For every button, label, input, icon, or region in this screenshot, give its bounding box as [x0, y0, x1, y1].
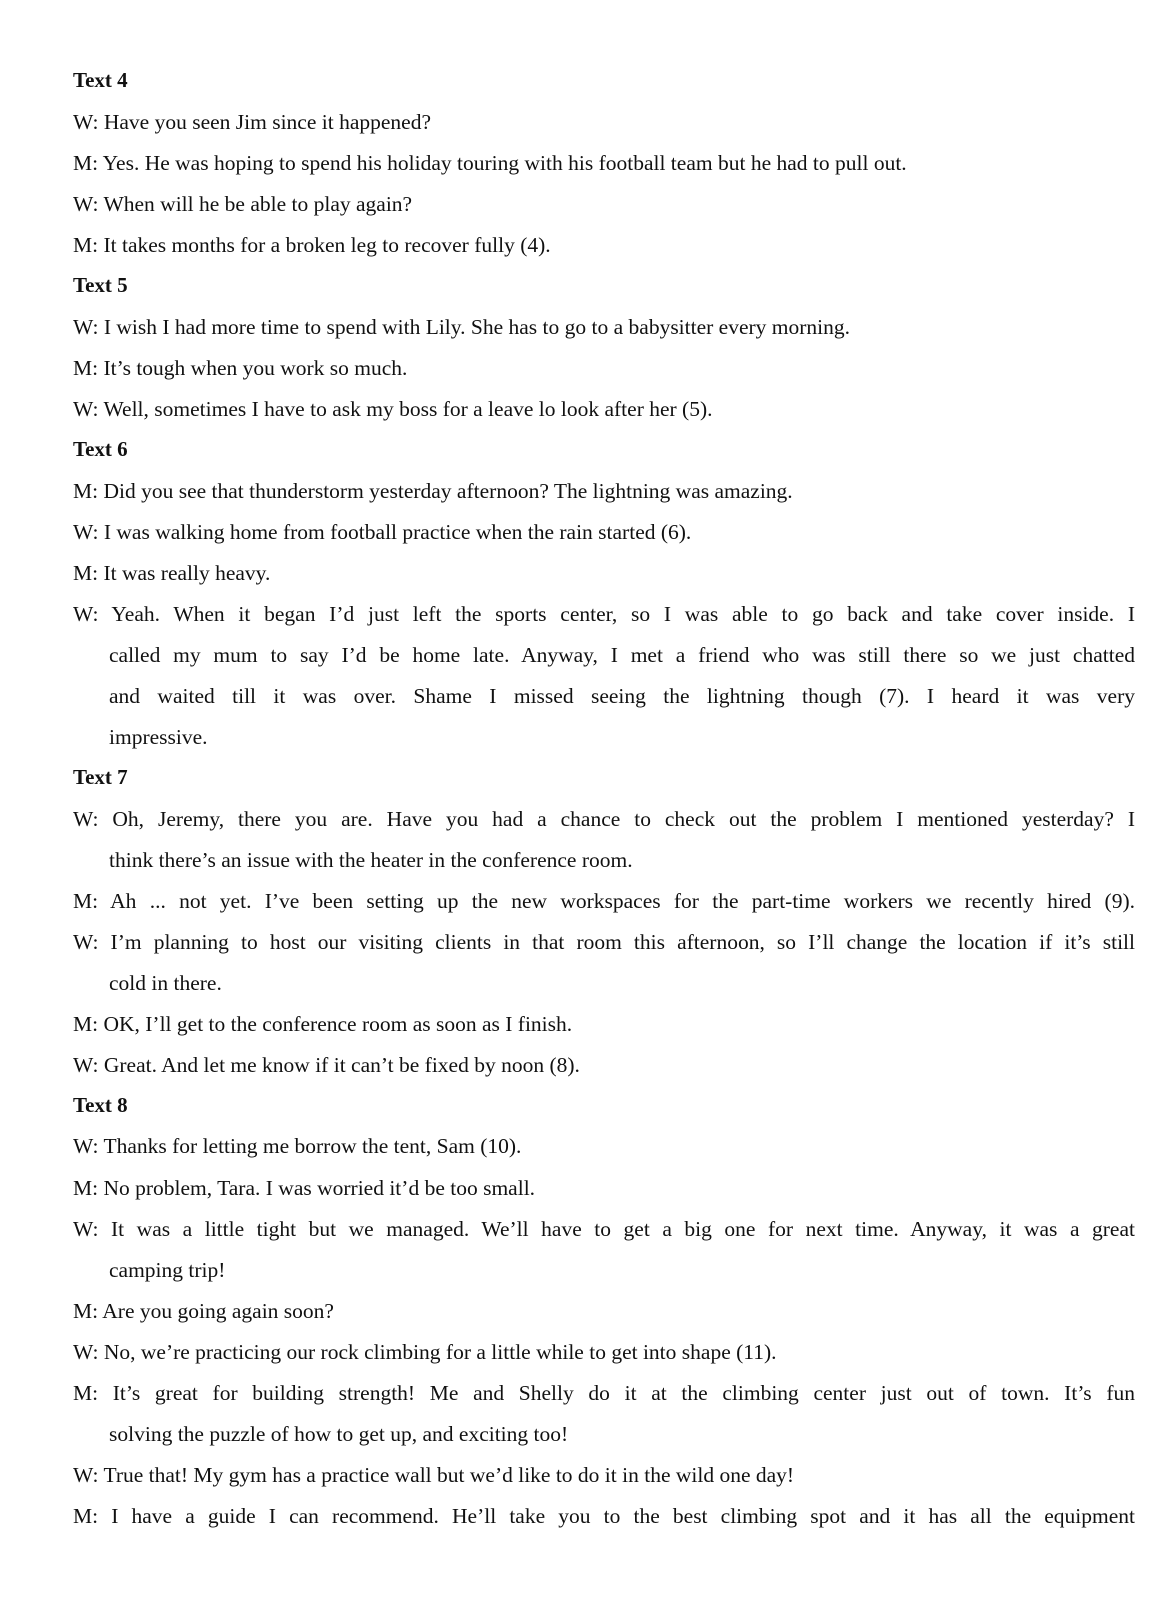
- dialogue-line-continuation: think there’s an issue with the heater in the conference room.: [109, 848, 633, 872]
- dialogue-line: W: No, we’re practicing our rock climbing for a little while to get into shape (11).: [73, 1340, 777, 1364]
- section-heading-text-4: Text 4: [73, 68, 128, 92]
- dialogue-line: M: It takes months for a broken leg to recover fully (4).: [73, 233, 551, 257]
- dialogue-line: W: It was a little tight but we managed. We’ll have to get a big one for next time. Anyway, it was a great: [73, 1217, 1135, 1241]
- dialogue-line: W: Yeah. When it began I’d just left the sports center, so I was able to go back and take cover inside. I: [73, 602, 1135, 626]
- dialogue-line-continuation: and waited till it was over. Shame I missed seeing the lightning though (7). I heard it was very: [109, 684, 1135, 708]
- dialogue-line: W: Have you seen Jim since it happened?: [73, 110, 432, 134]
- section-heading-text-7: Text 7: [73, 765, 128, 789]
- section-heading-text-6: Text 6: [73, 437, 128, 461]
- dialogue-line: W: Oh, Jeremy, there you are. Have you had a chance to check out the problem I mentioned yesterday? I: [73, 807, 1135, 831]
- dialogue-line: W: I wish I had more time to spend with Lily. She has to go to a babysitter every morning.: [73, 315, 851, 339]
- dialogue-line: M: Are you going again soon?: [73, 1299, 334, 1323]
- dialogue-line: W: I’m planning to host our visiting clients in that room this afternoon, so I’ll change the location if it’s still: [73, 930, 1135, 954]
- dialogue-line: M: Yes. He was hoping to spend his holiday touring with his football team but he had to pull out.: [73, 151, 907, 175]
- dialogue-line: M: I have a guide I can recommend. He’ll take you to the best climbing spot and it has all the equipment: [73, 1504, 1135, 1528]
- dialogue-line-continuation: solving the puzzle of how to get up, and exciting too!: [109, 1422, 569, 1446]
- dialogue-line: M: OK, I’ll get to the conference room as soon as I finish.: [73, 1012, 573, 1036]
- dialogue-line: M: It’s great for building strength! Me and Shelly do it at the climbing center just out of town. It’s fun: [73, 1381, 1135, 1405]
- dialogue-line-continuation: called my mum to say I’d be home late. Anyway, I met a friend who was still there so we just chatted: [109, 643, 1135, 667]
- dialogue-line: M: It’s tough when you work so much.: [73, 356, 408, 380]
- dialogue-line: W: Great. And let me know if it can’t be fixed by noon (8).: [73, 1053, 580, 1077]
- dialogue-line-continuation: cold in there.: [109, 971, 222, 995]
- dialogue-line: M: Did you see that thunderstorm yesterday afternoon? The lightning was amazing.: [73, 479, 793, 503]
- section-heading-text-8: Text 8: [73, 1093, 128, 1117]
- dialogue-line: W: I was walking home from football practice when the rain started (6).: [73, 520, 692, 544]
- dialogue-line: W: True that! My gym has a practice wall but we’d like to do it in the wild one day!: [73, 1463, 795, 1487]
- dialogue-line: M: No problem, Tara. I was worried it’d be too small.: [73, 1176, 536, 1200]
- dialogue-line-continuation: camping trip!: [109, 1258, 226, 1282]
- dialogue-line: W: Thanks for letting me borrow the tent, Sam (10).: [73, 1134, 522, 1158]
- dialogue-line-continuation: impressive.: [109, 725, 208, 749]
- dialogue-line: M: It was really heavy.: [73, 561, 271, 585]
- dialogue-line: W: Well, sometimes I have to ask my boss for a leave lo look after her (5).: [73, 397, 713, 421]
- dialogue-line: M: Ah ... not yet. I’ve been setting up the new workspaces for the part-time workers we recently hired (9).: [73, 889, 1135, 913]
- section-heading-text-5: Text 5: [73, 273, 128, 297]
- dialogue-line: W: When will he be able to play again?: [73, 192, 413, 216]
